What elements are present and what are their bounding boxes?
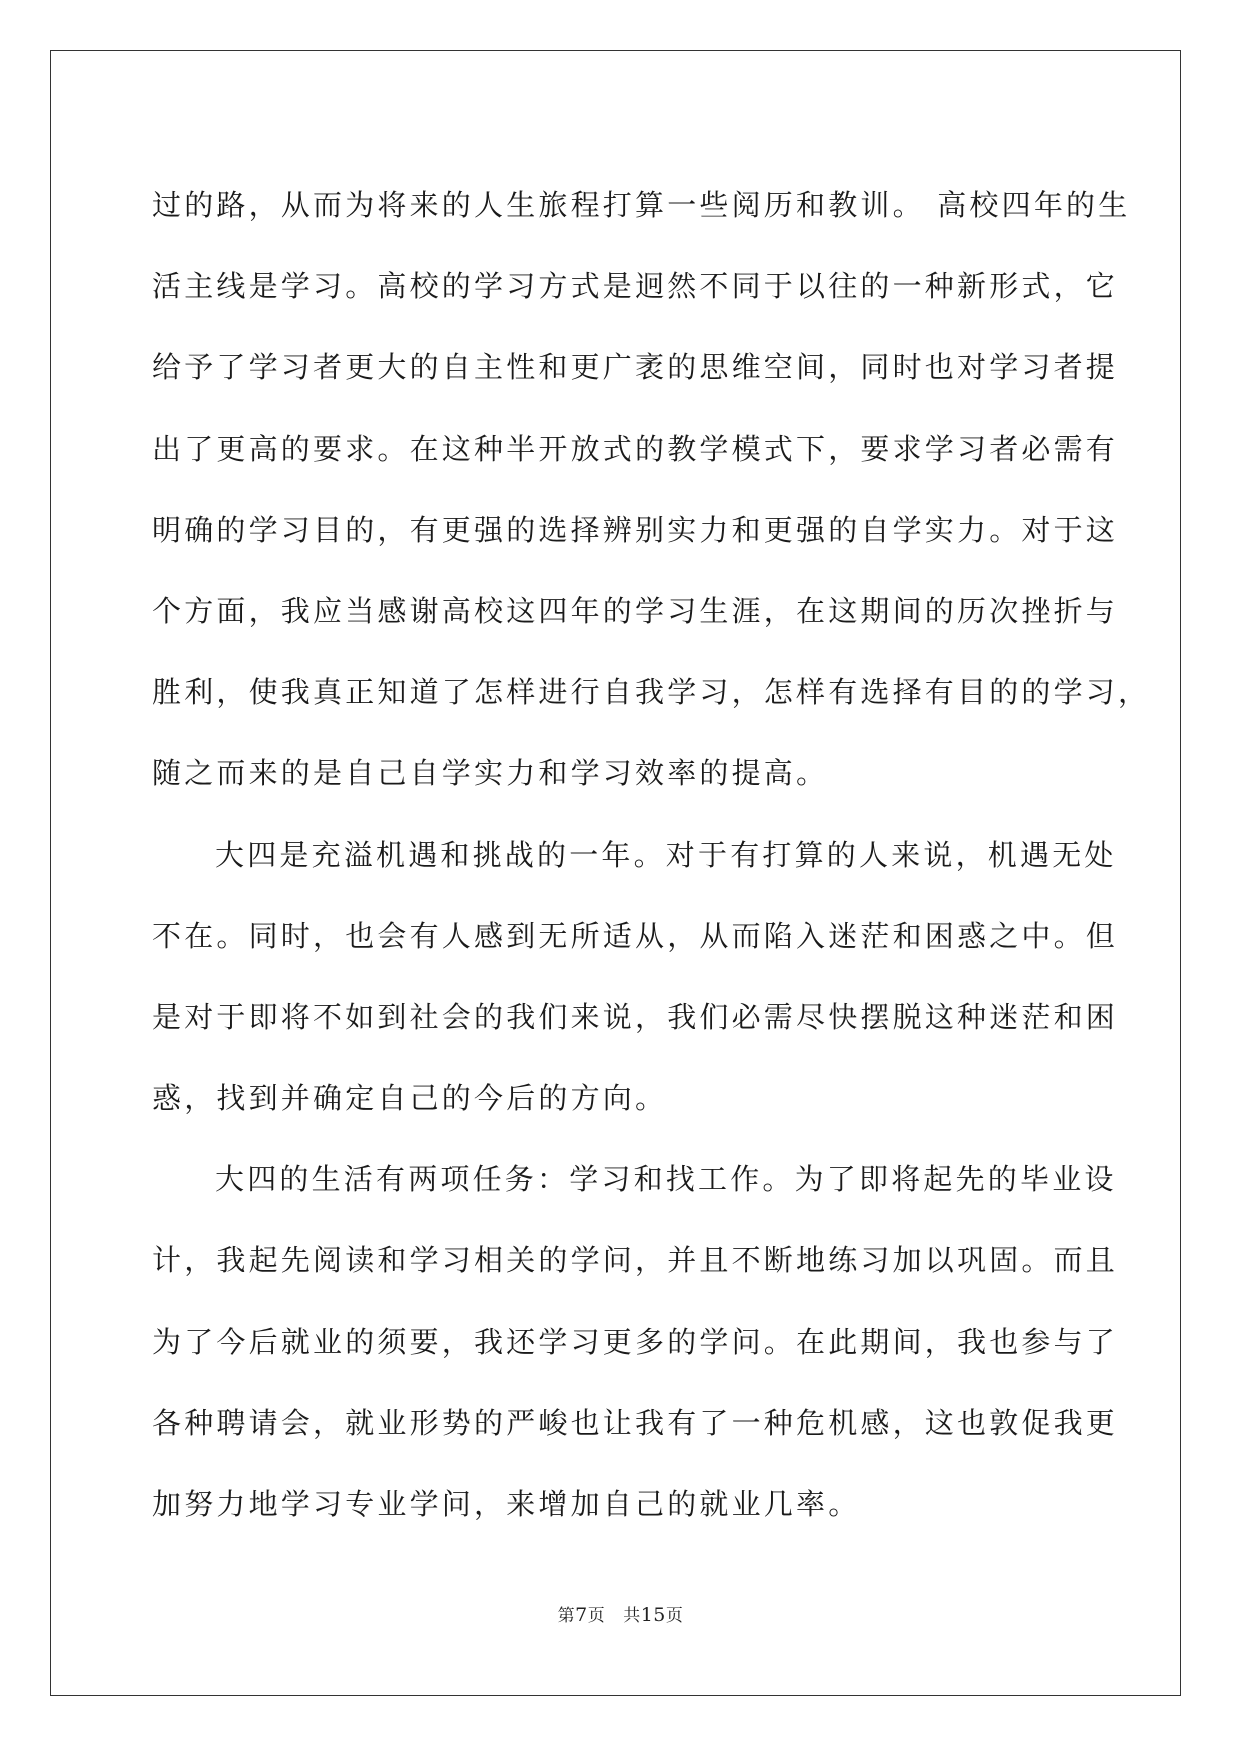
page-suffix: 页	[587, 1606, 606, 1626]
page-number: 7	[575, 1604, 588, 1626]
text-line: 不在。同时，也会有人感到无所适从，从而陷入迷茫和困惑之中。但	[152, 918, 1119, 953]
text-line: 惑，找到并确定自己的今后的方向。	[152, 1081, 668, 1116]
text-line: 过的路，从而为将来的人生旅程打算一些阅历和教训。 高校四年的生	[152, 188, 1131, 222]
text-line: 给予了学习者更大的自主性和更广袤的思维空间，同时也对学习者提	[152, 350, 1119, 385]
text-line: 各种聘请会，就业形势的严峻也让我有了一种危机感，这也敦促我更	[152, 1405, 1119, 1440]
text-line: 活主线是学习。高校的学习方式是迥然不同于以往的一种新形式，它	[152, 269, 1119, 304]
text-line: 明确的学习目的，有更强的选择辨别实力和更强的自学实力。对于这	[152, 512, 1119, 547]
total-suffix: 页	[665, 1606, 684, 1626]
page-footer	[0, 1601, 1241, 1626]
paragraph-first-line: 大四是充溢机遇和挑战的一年。对于有打算的人来说，机遇无处	[215, 837, 1117, 872]
document-body	[152, 165, 1151, 1545]
total-pages: 15	[640, 1604, 666, 1626]
page-prefix: 第	[557, 1606, 576, 1626]
text-line: 出了更高的要求。在这种半开放式的教学模式下，要求学习者必需有	[152, 431, 1119, 466]
text-line: 个方面，我应当感谢高校这四年的学习生涯，在这期间的历次挫折与	[152, 593, 1119, 628]
text-line: 加努力地学习专业学问，来增加自己的就业几率。	[152, 1487, 861, 1521]
text-line: 是对于即将不如到社会的我们来说，我们必需尽快摆脱这种迷茫和困	[152, 999, 1119, 1034]
text-line: 为了今后就业的须要，我还学习更多的学问。在此期间，我也参与了	[152, 1324, 1119, 1359]
text-line: 胜利，使我真正知道了怎样进行自我学习，怎样有选择有目的的学习，	[152, 675, 1151, 710]
text-line: 计，我起先阅读和学习相关的学问，并且不断地练习加以巩固。而且	[152, 1243, 1119, 1278]
paragraph-first-line: 大四的生活有两项任务：学习和找工作。为了即将起先的毕业设	[215, 1162, 1117, 1197]
text-line: 随之而来的是自己自学实力和学习效率的提高。	[152, 756, 829, 791]
total-prefix: 共	[623, 1606, 641, 1626]
